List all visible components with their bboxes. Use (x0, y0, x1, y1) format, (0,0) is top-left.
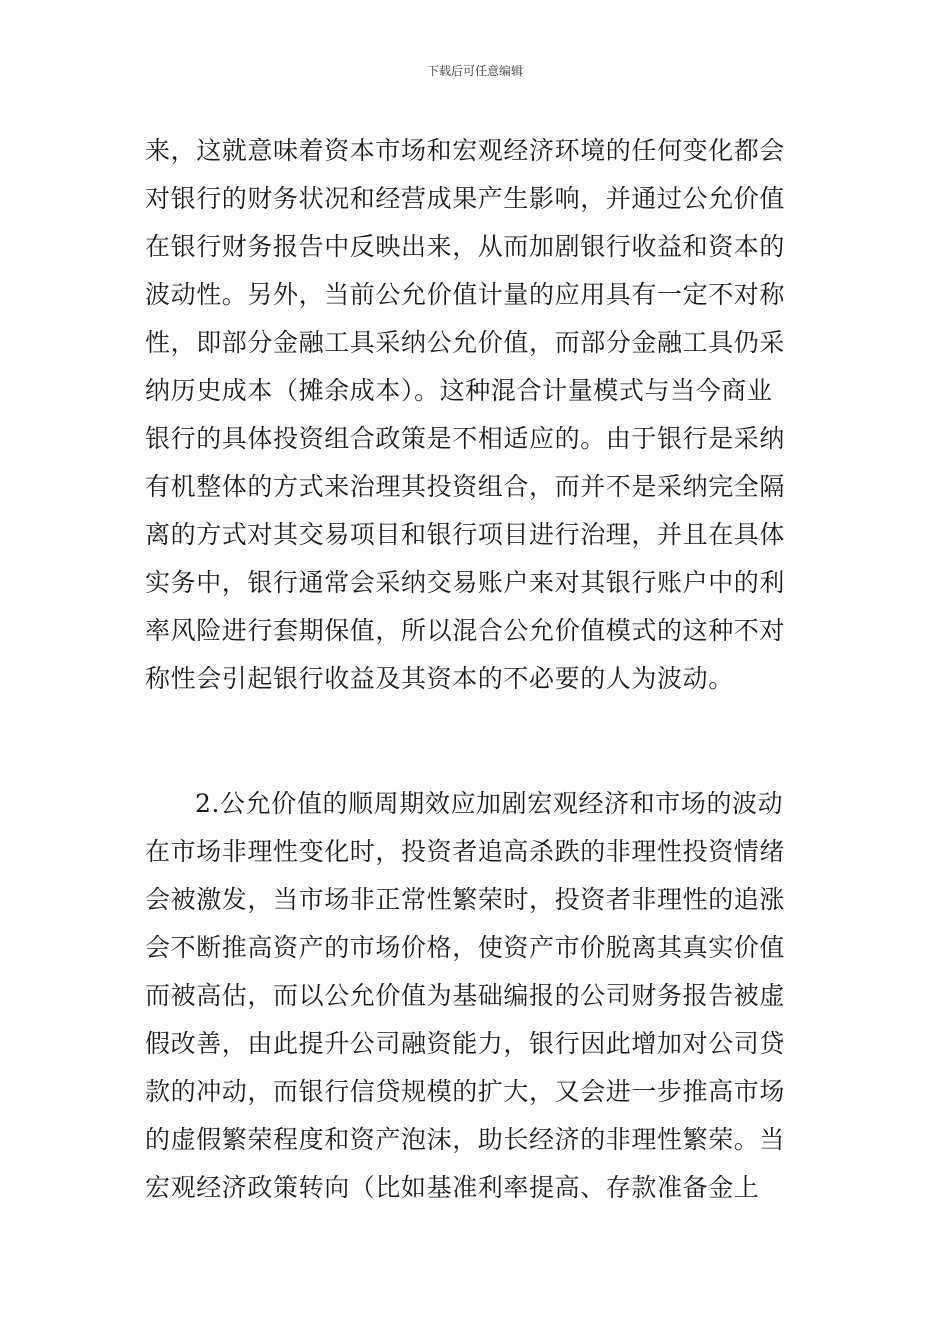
text-line: 性，即部分金融工具采纳公允价值，而部分金融工具仍采 (145, 328, 786, 357)
text-line: 有机整体的方式来治理其投资组合，而并不是采纳完全隔 (145, 472, 786, 501)
text-line: 波动性。另外，当前公允价值计量的应用具有一定不对称 (145, 280, 786, 309)
text-line: 实务中，银行通常会采纳交易账户来对其银行账户中的利 (145, 568, 786, 597)
text-line: 款的冲动，而银行信贷规模的扩大，又会进一步推高市场 (145, 1077, 786, 1106)
text-line: 称性会引起银行收益及其资本的不必要的人为波动。 (145, 664, 734, 693)
section-heading: 2.公允价值的顺周期效应加剧宏观经济和市场的波动 (195, 789, 784, 818)
text-line: 假改善，由此提升公司融资能力，银行因此增加对公司贷 (145, 1029, 786, 1058)
text-line: 在银行财务报告中反映出来，从而加剧银行收益和资本的 (145, 232, 786, 261)
text-line: 对银行的财务状况和经营成果产生影响，并通过公允价值 (145, 184, 786, 213)
text-line: 而被高估，而以公允价值为基础编报的公司财务报告被虚 (145, 981, 786, 1010)
text-line: 宏观经济政策转向（比如基准利率提高、存款准备金上 (145, 1173, 760, 1202)
paragraph-2 (145, 780, 815, 1212)
text-line: 会不断推高资产的市场价格，使资产市价脱离其真实价值 (145, 933, 786, 962)
text-line: 来，这就意味着资本市场和宏观经济环境的任何变化都会 (145, 136, 786, 165)
paragraph-1 (145, 127, 815, 703)
text-line: 离的方式对其交易项目和银行项目进行治理，并且在具体 (145, 520, 786, 549)
text-line: 在市场非理性变化时，投资者追高杀跌的非理性投资情绪 (145, 837, 786, 866)
text-line: 会被激发，当市场非正常性繁荣时，投资者非理性的追涨 (145, 885, 786, 914)
page-header: 下载后可任意编辑 (426, 64, 523, 78)
text-line: 率风险进行套期保值，所以混合公允价值模式的这种不对 (145, 616, 786, 645)
text-line: 纳历史成本（摊余成本）。这种混合计量模式与当今商业 (145, 376, 773, 405)
text-line: 银行的具体投资组合政策是不相适应的。由于银行是采纳 (145, 424, 786, 453)
text-line: 的虚假繁荣程度和资产泡沫，助长经济的非理性繁荣。当 (145, 1125, 786, 1154)
